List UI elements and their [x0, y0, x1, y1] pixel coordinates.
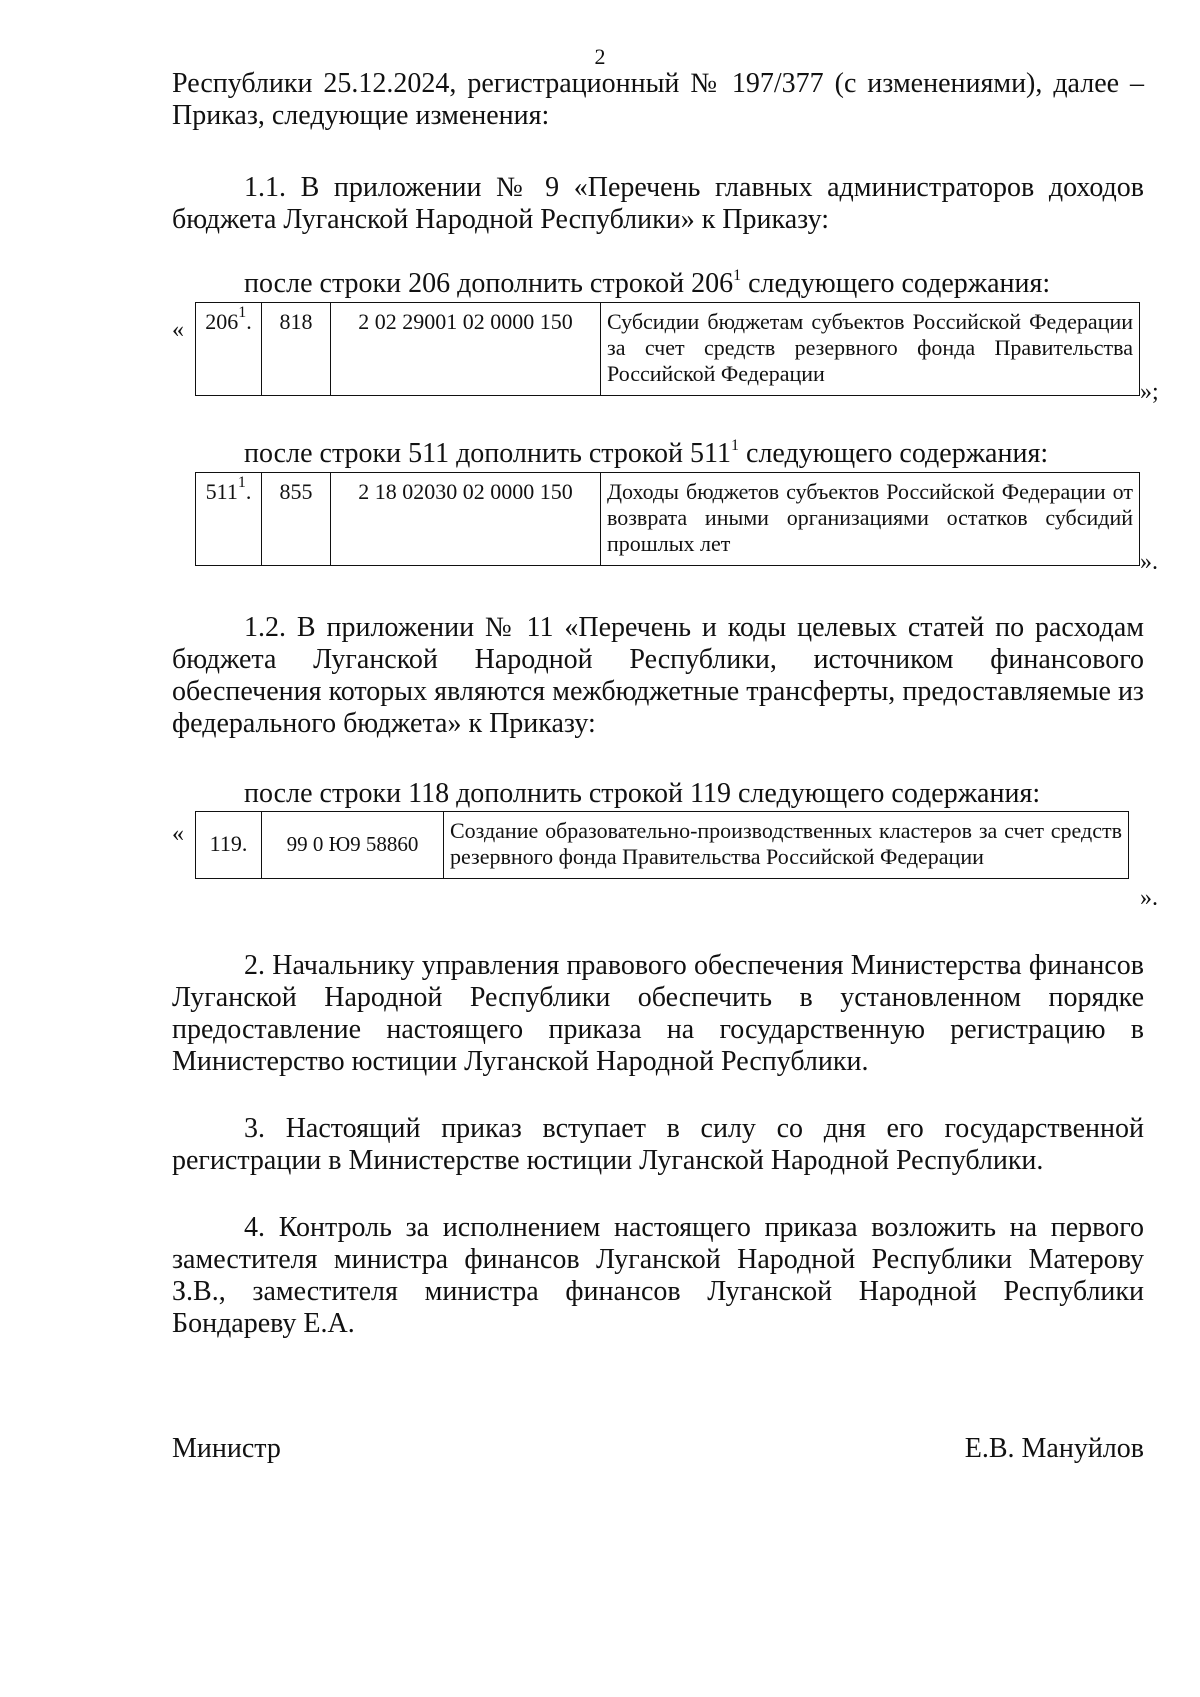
item-2-paragraph: 2. Начальнику управления правового обеспечения Министерства финансов Луганской Народной Республики обеспечить в установленном порядке предоставление настоящего приказа на государственную регистрацию в Министерство юстиции Луганской Народной Республики. [172, 950, 1144, 1077]
table-row [196, 303, 1140, 396]
insert-511-lead-tail: следующего содержания: [739, 438, 1049, 469]
insert-511-lead [244, 438, 1048, 470]
insert-206-close-quote: »; [1140, 379, 1159, 405]
insert-206-lead [244, 268, 1050, 300]
item-4-paragraph: 4. Контроль за исполнением настоящего приказа возложить на первого заместителя министра финансов Луганской Народной Республики Матерову З.В., заместителя министра финансов Луганской Народной Республики Бондареву Е.А. [172, 1212, 1144, 1339]
kbk-cell: 2 02 29001 02 0000 150 [331, 303, 601, 396]
table-row [196, 473, 1140, 566]
insert-206-table [195, 302, 1140, 396]
insert-206-lead-text: после строки 206 дополнить строкой 206 [244, 268, 734, 299]
intro-paragraph: Республики 25.12.2024, регистрационный № 197/377 (с изменениями), далее – Приказ, следующие изменения: [172, 68, 1144, 131]
kbk-cell: 2 18 02030 02 0000 150 [331, 473, 601, 566]
item-1-1-paragraph: 1.1. В приложении № 9 «Перечень главных администраторов доходов бюджета Луганской Народной Республики» к Приказу: [172, 172, 1144, 235]
insert-119-table [195, 811, 1129, 879]
insert-206-open-quote: « [172, 317, 184, 343]
insert-511-table [195, 472, 1140, 566]
table-row [196, 812, 1129, 879]
row-number-cell: 119. [196, 812, 262, 879]
signatory-position: Министр [172, 1433, 281, 1464]
admin-code-cell: 818 [262, 303, 331, 396]
item-3-paragraph: 3. Настоящий приказ вступает в силу со дня его государственной регистрации в Министерстве юстиции Луганской Народной Республики. [172, 1113, 1144, 1176]
income-name-cell: Субсидии бюджетам субъектов Российской Федерации за счет средств резервного фонда Правительства Российской Федерации [601, 303, 1140, 396]
page-number: 2 [594, 44, 606, 69]
insert-511-lead-text: после строки 511 дополнить строкой 511 [244, 438, 732, 469]
admin-code-cell: 855 [262, 473, 331, 566]
row-number-cell: $511^1$. [196, 473, 262, 566]
insert-511-close-quote: ». [1140, 549, 1158, 575]
target-article-code-cell: 99 0 Ю9 58860 [262, 812, 444, 879]
insert-511-lead-sup: 1 [731, 437, 740, 454]
insert-119-close-quote: ». [1140, 885, 1158, 911]
row-number-cell: $206^1$. [196, 303, 262, 396]
insert-206-lead-tail: следующего содержания: [741, 268, 1051, 299]
income-name-cell: Доходы бюджетов субъектов Российской Федерации от возврата иными организациями остатков субсидий прошлых лет [601, 473, 1140, 566]
insert-119-lead: после строки 118 дополнить строкой 119 следующего содержания: [244, 778, 1041, 809]
signatory-name: Е.В. Мануйлов [964, 1433, 1144, 1464]
item-1-2-paragraph: 1.2. В приложении № 11 «Перечень и коды целевых статей по расходам бюджета Луганской Народной Республики, источником финансового обеспечения которых являются межбюджетные трансферты, предоставляемые из федерального бюджета» к Приказу: [172, 612, 1144, 739]
insert-206-lead-sup: 1 [733, 267, 742, 284]
target-article-name-cell: Создание образовательно-производственных кластеров за счет средств резервного фонда Правительства Российской Федерации [444, 812, 1129, 879]
insert-119-open-quote: « [172, 821, 184, 847]
